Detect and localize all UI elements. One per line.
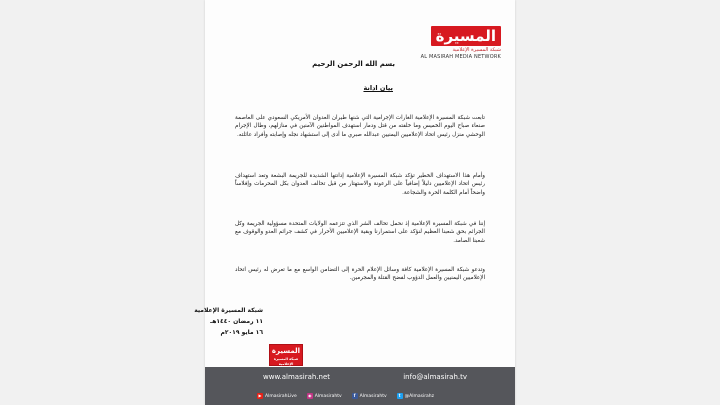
social-instagram[interactable] [307, 393, 342, 399]
footer-contact-row [205, 373, 515, 385]
org-stamp [269, 344, 303, 366]
social-twitter[interactable] [397, 393, 434, 399]
letter-page [194, 0, 515, 405]
stamp-sub: شبكة المسيرة الإعلامية [273, 357, 299, 366]
signoff-org: شبكة المسيرة الإعلامية [194, 307, 263, 314]
paragraph-1: تابعت شبكة المسيرة الإعلامية الغارات الإجرامية التي شنها طيران العدوان الأمريكي السعودي على العاصمة صنعاء صباح اليوم الخميس وما خلفته من قتل ودمار استهدف المواطنين الآمنين في منازلهم، وطال الإجرام الوحشي منزل رئيس اتحاد الإعلاميين اليمنيين عبدالله صبري ما أدى إلى استشهاد نجله وإصابته وأفراد عائلته. [235, 115, 485, 138]
paragraph-4: وتدعو شبكة المسيرة الإعلامية كافة وسائل الإعلام الحرة إلى التضامن الواسع مع ما تعرض له رئيس اتحاد الإعلاميين اليمنيين والعمل الدؤوب لفضح القتلة والمجرمين. [235, 267, 485, 282]
youtube-icon: ▶ [258, 393, 262, 398]
instagram-icon: ◉ [307, 393, 312, 398]
email-link[interactable]: info@almasirah.tv [403, 373, 467, 381]
logo-mark: المسيرة [431, 26, 501, 46]
logo-subtitle-arabic: شبكة المسيرة الإعلامية [452, 47, 501, 53]
twitter-icon: t [397, 393, 403, 399]
social-youtube-label: AlmasirahLive [265, 393, 297, 399]
document-title: بيان ادانة [363, 84, 393, 92]
letter-footer [205, 367, 515, 405]
social-facebook-label: Almasirahtv [359, 393, 387, 399]
paragraph-3: إننا في شبكة المسيرة الإعلامية إذ نحمل تحالف الشر الذي تتزعمه الولايات المتحدة مسؤولية الجريمة وكل الجرائم بحق شعبنا العظيم لنؤكد على استمرارنا وبقية الإعلاميين الأحرار في كشف جرائم العدو والوقوف مع شعبنا الصامد. [235, 221, 485, 244]
signoff-block [194, 305, 263, 338]
social-youtube[interactable] [257, 393, 297, 399]
website-link[interactable]: www.almasirah.net [263, 373, 331, 381]
stamp-mark: المسيرة [271, 347, 301, 355]
logo-subtitle-english: AL MASIRAH MEDIA NETWORK [420, 54, 501, 60]
basmala: بسم الله الرحمن الرحيم [312, 60, 395, 68]
social-twitter-label: @Almasirahz [404, 393, 435, 399]
paragraph-2: وأمام هذا الاستهداف الخطير تؤكد شبكة المسيرة الإعلامية إدانتها الشديدة للجريمة البشعة وتعد استهداف رئيس اتحاد الإعلاميين دليلاً إضافياً على الرعونة والاستهتار من قبل تحالف العدوان بكل المحرمات وإفلاساً واضحاً أمام الكلمة الحرة والشجاعة. [235, 173, 485, 196]
signoff-hijri-date: ١١ رمضان ١٤٤٠هـ [210, 318, 263, 325]
social-facebook[interactable] [352, 393, 387, 399]
masirah-logo [403, 26, 501, 60]
social-instagram-label: Almasirahtv [314, 393, 342, 399]
signoff-gregorian-date: ١٦ مايو ٢٠١٩م [220, 329, 263, 336]
social-links [257, 391, 477, 401]
facebook-icon: f [352, 393, 358, 399]
